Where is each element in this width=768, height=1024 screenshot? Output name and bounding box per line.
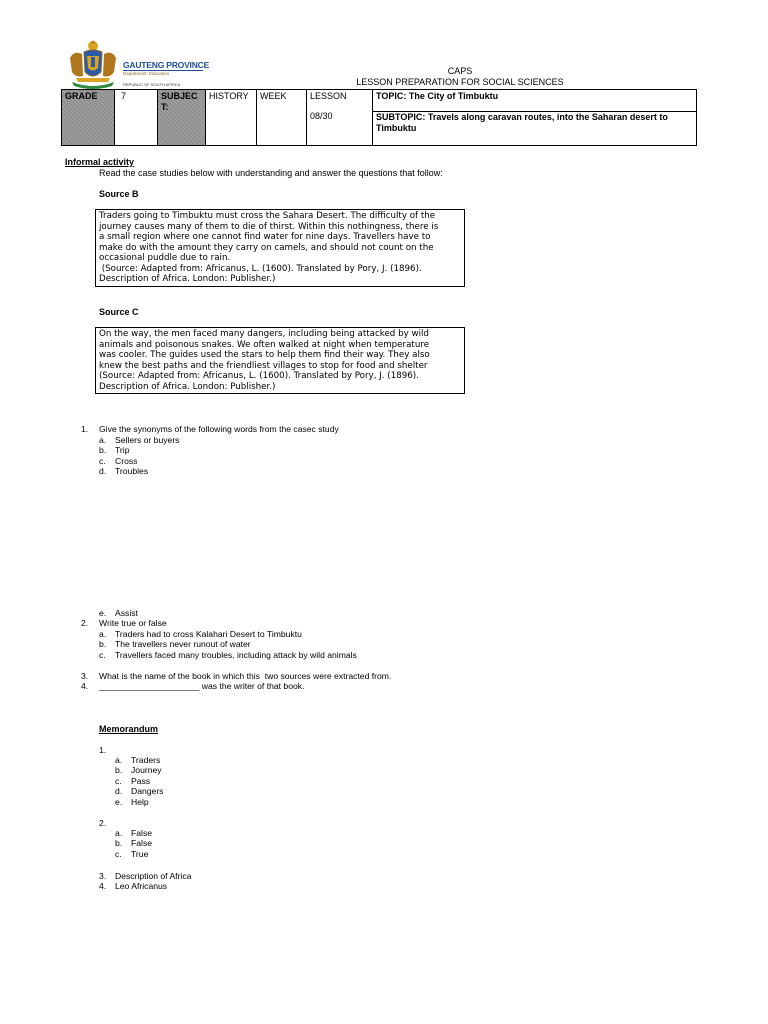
question-2-items (99, 629, 357, 660)
lesson-header-table (61, 89, 697, 146)
province-name: GAUTENG PROVINCE (123, 60, 210, 70)
activity-instruction: Read the case studies below with understanding and answer the questions that follow: (99, 168, 443, 178)
item-letter: c. (115, 775, 122, 786)
item-letter: d. (99, 466, 107, 477)
topic-text: TOPIC: The City of Timbuktu (376, 91, 499, 101)
question-text: Give the synonyms of the following words from the casec study (99, 424, 339, 434)
subject-label-cell (158, 90, 206, 145)
questions-3-4 (81, 671, 391, 692)
week-label: WEEK (260, 91, 287, 101)
question-text: Write true or false (99, 618, 167, 628)
item-text: False (131, 838, 153, 849)
subtopic-cell (373, 112, 696, 145)
list-item (99, 466, 179, 476)
department-name: Department: Education (123, 71, 170, 76)
source-c-line: was cooler. The guides used the stars to help them find their way. They also (99, 350, 430, 360)
memo-number: 2. (99, 818, 107, 828)
grade-value: 7 (121, 91, 127, 101)
source-c-line: On the way, the men faced many dangers, including being attacked by wild (99, 329, 429, 339)
list-item (115, 849, 152, 859)
lesson-value: 08/30 (310, 111, 333, 121)
memorandum-title: Memorandum (99, 724, 159, 734)
item-text: Traders had to cross Kalahari Desert to Timbuktu (115, 629, 302, 639)
question-4 (81, 681, 391, 691)
item-text: Troubles (115, 466, 149, 477)
item-letter: c. (99, 455, 106, 466)
item-letter: c. (99, 649, 106, 660)
memo-4 (99, 881, 191, 891)
list-item (115, 776, 163, 786)
memo-number: 3. (99, 871, 107, 881)
coat-of-arms-icon (66, 38, 120, 90)
activity-title: Informal activity (65, 157, 135, 167)
question-text: _____________________ was the writer of that book. (99, 681, 305, 692)
item-letter: b. (115, 838, 123, 849)
subject-value: HISTORY (209, 91, 249, 101)
subject-value-cell (206, 90, 257, 145)
grade-value-cell (115, 90, 158, 145)
item-text: Trip (115, 445, 130, 456)
subtopic-text: SUBTOPIC: Travels along caravan routes, into the Saharan desert to Timbuktu (376, 112, 668, 133)
memo-number: 4. (99, 881, 107, 892)
item-text: Help (131, 796, 149, 807)
memo-number: 1. (99, 745, 107, 755)
source-b-label: Source B (99, 189, 139, 199)
source-b-box (95, 209, 465, 287)
item-text: Travellers faced many troubles, including attack by wild animals (115, 649, 357, 660)
list-item (99, 445, 179, 455)
gauteng-logo (66, 38, 216, 90)
question-1-items (99, 435, 179, 477)
item-text: Sellers or buyers (115, 435, 180, 445)
source-c-line: (Source: Adapted from: Africanus, L. (1600). Translated by Pory, J. (1896). (99, 371, 419, 381)
item-text: The travellers never runout of water (115, 639, 251, 650)
caps-heading: CAPS (447, 66, 473, 76)
memo-3 (99, 871, 191, 881)
item-letter: b. (99, 639, 107, 650)
source-c-label: Source C (99, 307, 139, 317)
item-letter: e. (115, 796, 123, 807)
list-item (115, 786, 163, 796)
item-text: Traders (131, 755, 161, 765)
source-c-line: animals and poisonous snakes. We often walked at night when temperature (99, 339, 430, 350)
question-number: 3. (81, 671, 89, 681)
item-letter: a. (99, 629, 107, 639)
item-letter: b. (115, 765, 123, 776)
question-number: 1. (81, 424, 89, 434)
item-text: Dangers (131, 786, 164, 797)
source-b-line: a small region where one cannot find water for nine days. Travellers have to (99, 232, 431, 242)
memo-answer: Description of Africa (115, 871, 192, 881)
grade-label: GRADE (65, 91, 98, 101)
list-item (115, 755, 163, 765)
list-item (115, 797, 163, 807)
question-1-item-e (99, 608, 138, 618)
memo-answer: Leo Africanus (115, 881, 168, 892)
source-b-line: journey causes many of them to die of thirst. Within this nothingness, there is (99, 221, 439, 232)
subject-label: SUBJEC T: (161, 91, 198, 112)
item-text: True (131, 848, 149, 859)
memo-2-items (115, 828, 152, 859)
item-text: Pass (131, 775, 151, 786)
list-item (115, 765, 163, 775)
item-letter: a. (99, 435, 107, 445)
republic-name: REPUBLIC OF SOUTH AFRICA (123, 82, 181, 87)
source-b-line: occasional puddle due to rain. (99, 253, 231, 263)
source-b-line: Traders going to Timbuktu must cross the Sahara Desert. The difficulty of the (99, 211, 436, 221)
grade-label-cell (62, 90, 115, 145)
item-text: False (131, 828, 153, 838)
memo-2 (99, 818, 106, 828)
list-item (99, 650, 357, 660)
memo-3-4 (99, 871, 191, 892)
question-number: 2. (81, 618, 89, 628)
item-letter: a. (115, 755, 123, 765)
item-text: Cross (115, 455, 138, 466)
memo-1 (99, 745, 106, 755)
question-text: What is the name of the book in which this two sources were extracted from. (99, 671, 392, 681)
lesson-prep-heading: LESSON PREPARATION FOR SOCIAL SCIENCES (356, 77, 564, 87)
source-b-line: make do with the amount they carry on camels, and should not count on the (99, 242, 434, 253)
list-item (115, 838, 152, 848)
topic-cell (373, 90, 696, 112)
lesson-label: LESSON (310, 91, 347, 101)
item-letter: a. (115, 828, 123, 838)
lesson-cell (307, 90, 373, 145)
item-letter: c. (115, 848, 122, 859)
source-b-line: Description of Africa. London: Publisher.) (99, 274, 276, 284)
question-2 (81, 618, 167, 628)
list-item (99, 629, 357, 639)
question-number: 4. (81, 681, 89, 692)
memo-1-items (115, 755, 163, 807)
question-1 (81, 424, 339, 434)
list-item (99, 639, 357, 649)
list-item (115, 828, 152, 838)
week-label-cell (257, 90, 307, 145)
item-letter: d. (115, 786, 123, 797)
question-3 (81, 671, 391, 681)
source-c-box (95, 327, 465, 394)
source-c-line: knew the best paths and the friendliest villages to stop for food and shelter (99, 360, 428, 371)
source-c-line: Description of Africa. London: Publisher.) (99, 381, 276, 392)
item-letter: e. (99, 608, 107, 618)
item-text: Journey (131, 765, 162, 776)
list-item (99, 608, 138, 618)
item-letter: b. (99, 445, 107, 456)
list-item (99, 435, 179, 445)
list-item (99, 456, 179, 466)
source-b-line: (Source: Adapted from: Africanus, L. (1600). Translated by Pory, J. (1896). (99, 263, 422, 274)
item-text: Assist (115, 608, 138, 618)
